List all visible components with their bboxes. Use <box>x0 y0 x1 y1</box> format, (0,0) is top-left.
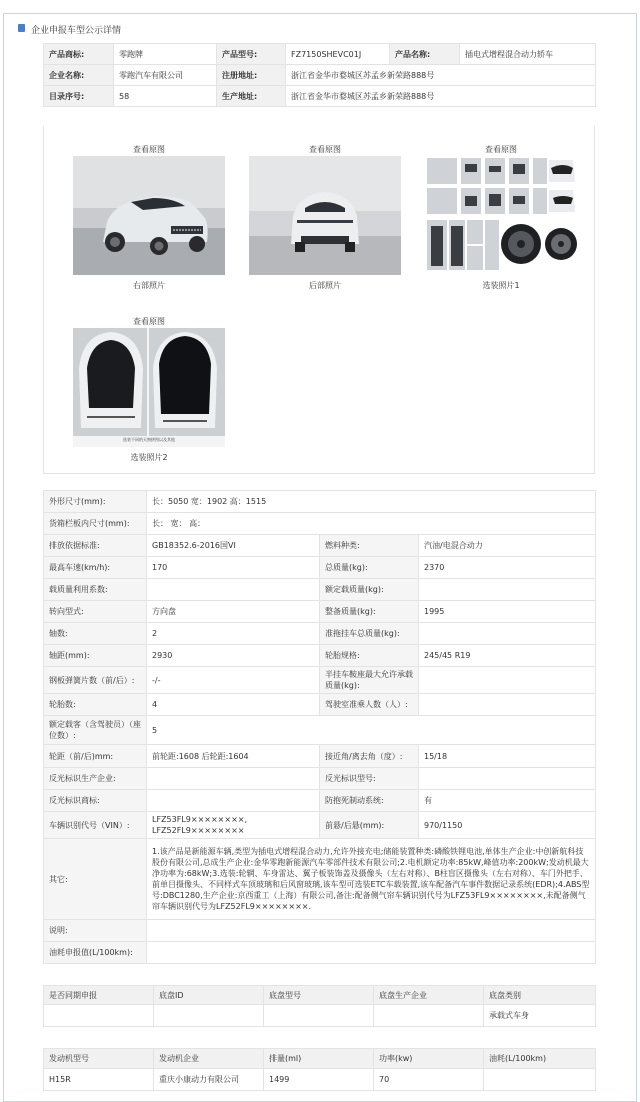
product-name-value: 插电式增程混合动力轿车 <box>460 44 596 65</box>
spec-row <box>44 513 596 535</box>
spec-label: 燃料种类: <box>320 535 419 557</box>
spec-label: 整备质量(kg): <box>320 601 419 623</box>
catalog-no-label: 目录序号: <box>44 86 114 107</box>
spec-label: 接近角/离去角（度）: <box>320 745 419 768</box>
spec-value <box>147 579 320 601</box>
spec-value: GB18352.6-2016国VI <box>147 535 320 557</box>
table-row <box>44 65 596 86</box>
specs-table <box>43 490 596 964</box>
prod-address-value: 浙江省金华市婺城区苏孟乡新荣路888号 <box>286 86 596 107</box>
engine-table <box>43 1048 596 1091</box>
spec-value <box>147 790 320 812</box>
spec-row <box>44 694 596 716</box>
displacement-cell: 1499 <box>264 1069 374 1091</box>
spec-row <box>44 920 596 942</box>
table-row <box>44 86 596 107</box>
spec-value <box>419 579 596 601</box>
page-title: 企业申报车型公示详情 <box>31 26 122 36</box>
table-row <box>44 1005 596 1027</box>
spec-value: 4 <box>147 694 320 716</box>
photo-caption: 选装照片1 <box>482 281 520 290</box>
spec-value: 245/45 R19 <box>419 645 596 667</box>
spec-row <box>44 745 596 768</box>
spec-label: 轴数: <box>44 623 147 645</box>
reg-address-label: 注册地址: <box>217 65 286 86</box>
spec-row <box>44 623 596 645</box>
spec-label: 外形尺寸(mm): <box>44 491 147 513</box>
rear-photo[interactable] <box>249 156 401 275</box>
spec-label: 轮胎数: <box>44 694 147 716</box>
spec-label: 油耗申报值(L/100km): <box>44 942 147 964</box>
spec-label: 轮胎规格: <box>320 645 419 667</box>
spec-label: 说明: <box>44 920 147 942</box>
catalog-no-value: 58 <box>114 86 217 107</box>
spec-label: 前悬/后悬(mm): <box>320 812 419 839</box>
panel-header <box>4 14 636 42</box>
spec-label: 其它: <box>44 839 147 920</box>
spec-label: 反光标识型号: <box>320 768 419 790</box>
photo-caption: 选装照片2 <box>130 453 168 462</box>
spec-row <box>44 812 596 839</box>
spec-label: 防抱死制动系统: <box>320 790 419 812</box>
chassis-table <box>43 985 596 1027</box>
spec-value: 1.该产品是新能源车辆,类型为插电式增程混合动力,允许外接充电;储能装置种类:磷酸铁锂电池,单体生产企业:中创新航科技股份有限公司,总成生产企业:金华零跑新能源汽车零部件技术有限公司;2.电机额定功率:85kW,峰值功率:200kW;发动机最大净功率为:68kW;3.选装:轮辋、车身雷达、翼子板装饰盖及摄像头（左右对称）、B柱盲区摄像头（左右对称）、车门外把手、前单目摄像头、不同样式车顶玻璃和后风窗玻璃,该车型可选装ETC车载装置,该车配备汽车事件数据记录系统(EDR);4.ABS型号:DBC1280,生产企业:京西重工（上海）有限公司,备注:配备侧气帘车辆识别代号为LFZ53FL9××××××××,未配备侧气帘车辆识别代号为LFZ52FL9××××××××. <box>147 839 596 920</box>
spec-label: 驾驶室准乘人数（人）: <box>320 694 419 716</box>
spec-value: 5 <box>147 716 596 745</box>
spec-value: 170 <box>147 557 320 579</box>
spec-value <box>419 768 596 790</box>
photo-gallery <box>43 126 595 474</box>
table-header-row <box>44 986 596 1005</box>
basic-info-table <box>43 43 596 107</box>
spec-value: 前轮距:1608 后轮距:1604 <box>147 745 320 768</box>
spec-label: 半挂车鞍座最大允许承载质量(kg): <box>320 667 419 694</box>
table-row <box>44 44 596 65</box>
trademark-label: 产品商标: <box>44 44 114 65</box>
spec-value <box>147 942 596 964</box>
spec-label: 轮距（前/后)mm: <box>44 745 147 768</box>
spec-value: 2370 <box>419 557 596 579</box>
spec-label: 准拖挂车总质量(kg): <box>320 623 419 645</box>
column-header: 底盘类别 <box>484 986 596 1005</box>
product-name-label: 产品名称: <box>390 44 460 65</box>
right-side-photo[interactable] <box>73 156 225 275</box>
spec-row <box>44 768 596 790</box>
engine-model-cell: H15R <box>44 1069 154 1091</box>
view-original-link[interactable]: 查看原图 <box>309 145 341 154</box>
spec-label: 钢板弹簧片数（前/后）: <box>44 667 147 694</box>
spec-value: 15/18 <box>419 745 596 768</box>
reg-address-value: 浙江省金华市婺城区苏孟乡新荣路888号 <box>286 65 596 86</box>
column-header: 底盘ID <box>154 986 264 1005</box>
spec-row <box>44 557 596 579</box>
prod-address-label: 生产地址: <box>217 86 286 107</box>
option1-photo[interactable] <box>425 156 577 275</box>
spec-row <box>44 667 596 694</box>
spec-value: 汽油/电混合动力 <box>419 535 596 557</box>
spec-value: 长：5050 宽：1902 高：1515 <box>147 491 596 513</box>
spec-value: 有 <box>419 790 596 812</box>
spec-value <box>147 920 596 942</box>
spec-label: 载质量利用系数: <box>44 579 147 601</box>
column-header: 发动机型号 <box>44 1049 154 1069</box>
view-original-link[interactable]: 查看原图 <box>485 145 517 154</box>
table-cell <box>374 1005 484 1027</box>
spec-value: 2930 <box>147 645 320 667</box>
spec-value <box>419 694 596 716</box>
column-header: 底盘生产企业 <box>374 986 484 1005</box>
spec-label: 额定载客（含驾驶员）（座位数）: <box>44 716 147 745</box>
table-header-row <box>44 1049 596 1069</box>
view-original-link[interactable]: 查看原图 <box>133 317 165 326</box>
model-label: 产品型号: <box>217 44 286 65</box>
spec-label: 最高车速(km/h): <box>44 557 147 579</box>
column-header: 排量(ml) <box>264 1049 374 1069</box>
spec-row <box>44 942 596 964</box>
photo-right <box>73 144 225 291</box>
spec-value: 1995 <box>419 601 596 623</box>
fuel-consumption-cell <box>484 1069 596 1091</box>
photo-option1 <box>425 144 577 291</box>
spec-value: 2 <box>147 623 320 645</box>
spec-label: 额定载质量(kg): <box>320 579 419 601</box>
spec-value: -/- <box>147 667 320 694</box>
engine-company-cell: 重庆小康动力有限公司 <box>154 1069 264 1091</box>
spec-row <box>44 645 596 667</box>
document-icon <box>18 24 25 32</box>
spec-label: 总质量(kg): <box>320 557 419 579</box>
spec-row <box>44 491 596 513</box>
table-cell <box>264 1005 374 1027</box>
photo-option2 <box>73 316 225 463</box>
column-header: 底盘型号 <box>264 986 374 1005</box>
photo-rear <box>249 144 401 291</box>
column-header: 功率(kw) <box>374 1049 484 1069</box>
power-cell: 70 <box>374 1069 484 1091</box>
view-original-link[interactable]: 查看原图 <box>133 145 165 154</box>
spec-row <box>44 839 596 920</box>
spec-label: 反光标识生产企业: <box>44 768 147 790</box>
spec-row <box>44 790 596 812</box>
spec-value <box>419 623 596 645</box>
spec-label: 轴距(mm): <box>44 645 147 667</box>
spec-row <box>44 716 596 745</box>
spec-label: 货箱栏板内尺寸(mm): <box>44 513 147 535</box>
company-label: 企业名称: <box>44 65 114 86</box>
trademark-value: 零跑牌 <box>114 44 217 65</box>
table-row <box>44 1069 596 1091</box>
column-header: 油耗(L/100km) <box>484 1049 596 1069</box>
model-value: FZ7150SHEVC01J <box>286 44 390 65</box>
photo-caption: 右部照片 <box>133 281 165 290</box>
spec-label: 反光标识商标: <box>44 790 147 812</box>
spec-value <box>147 768 320 790</box>
spec-value: 970/1150 <box>419 812 596 839</box>
spec-row <box>44 535 596 557</box>
spec-label: 转向型式: <box>44 601 147 623</box>
photo-caption: 后部照片 <box>309 281 341 290</box>
spec-row <box>44 579 596 601</box>
table-cell <box>44 1005 154 1027</box>
spec-value: 长： 宽： 高： <box>147 513 596 535</box>
spec-label: 排放依据标准: <box>44 535 147 557</box>
photo-overlay-caption: 选装不同的天窗拼图以及其他 <box>123 437 175 442</box>
table-cell: 承载式车身 <box>484 1005 596 1027</box>
spec-row <box>44 601 596 623</box>
option2-photo[interactable] <box>73 328 225 447</box>
company-value: 零跑汽车有限公司 <box>114 65 217 86</box>
column-header: 是否同期申报 <box>44 986 154 1005</box>
spec-value: LFZ53FL9××××××××, LFZ52FL9×××××××× <box>147 812 320 839</box>
spec-value: 方向盘 <box>147 601 320 623</box>
spec-label: 车辆识别代号（VIN）: <box>44 812 147 839</box>
column-header: 发动机企业 <box>154 1049 264 1069</box>
spec-value <box>419 667 596 694</box>
table-cell <box>154 1005 264 1027</box>
